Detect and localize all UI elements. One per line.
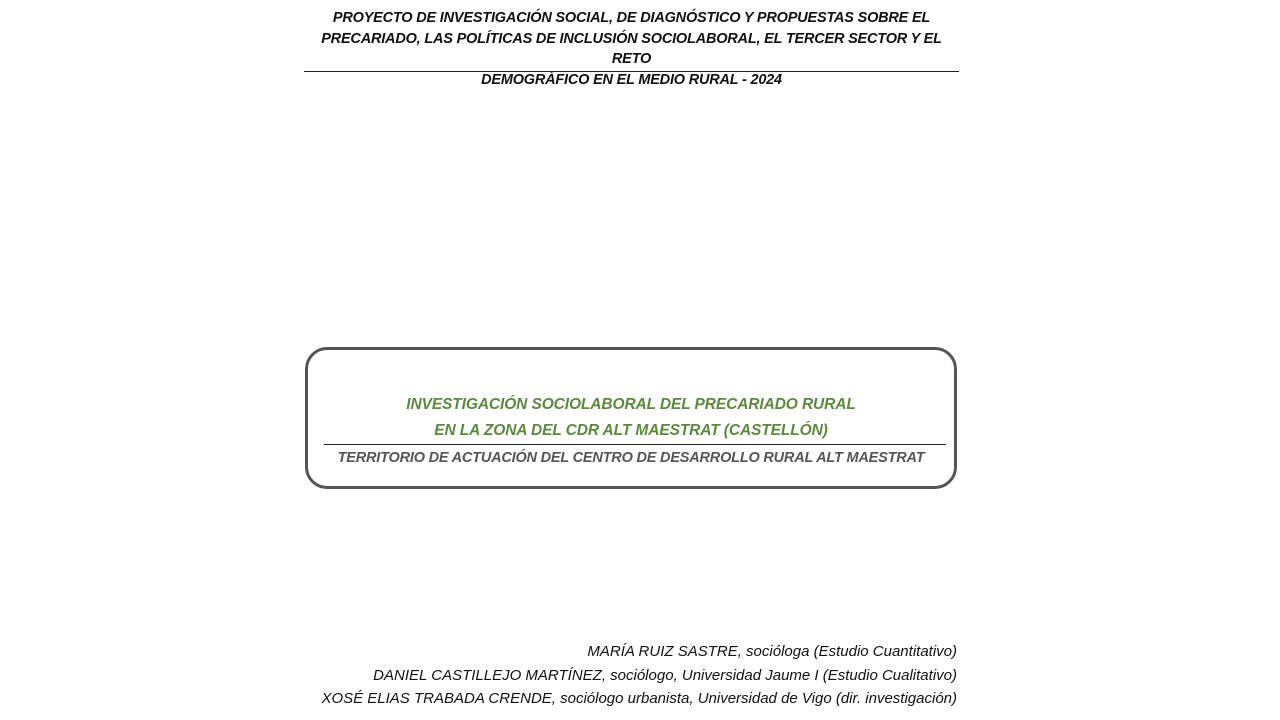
author-line-3: XOSÉ ELIAS TRABADA CRENDE, sociólogo urbanista, Universidad de Vigo (dir. investigación): [321, 690, 957, 707]
authors-block: [321, 640, 957, 711]
header-line-2: PRECARIADO, LAS POLÍTICAS DE INCLUSIÓN SOCIOLABORAL, EL TERCER SECTOR Y EL RETO: [321, 30, 942, 67]
author-line-2: DANIEL CASTILLEJO MARTÍNEZ, sociólogo, Universidad Jaume I (Estudio Cualitativo): [373, 666, 957, 684]
title-line-2: EN LA ZONA DEL CDR ALT MAESTRAT (CASTELLÓN): [434, 422, 828, 439]
title-divider: [324, 444, 946, 445]
header-line-1: PROYECTO DE INVESTIGACIÓN SOCIAL, DE DIAGNÓSTICO Y PROPUESTAS SOBRE EL: [332, 10, 931, 26]
title-box: [305, 347, 957, 489]
header-line-3: DEMOGRÁFICO EN EL MEDIO RURAL - 2024: [481, 71, 782, 88]
title-line-1: INVESTIGACIÓN SOCIOLABORAL DEL PRECARIADO RURAL: [406, 396, 856, 413]
header-divider: [304, 71, 959, 72]
author-line-1: MARÍA RUIZ SASTRE, socióloga (Estudio Cuantitativo): [587, 643, 957, 660]
document-header: [304, 8, 959, 90]
subtitle: TERRITORIO DE ACTUACIÓN DEL CENTRO DE DESARROLLO RURAL ALT MAESTRAT: [337, 450, 925, 466]
